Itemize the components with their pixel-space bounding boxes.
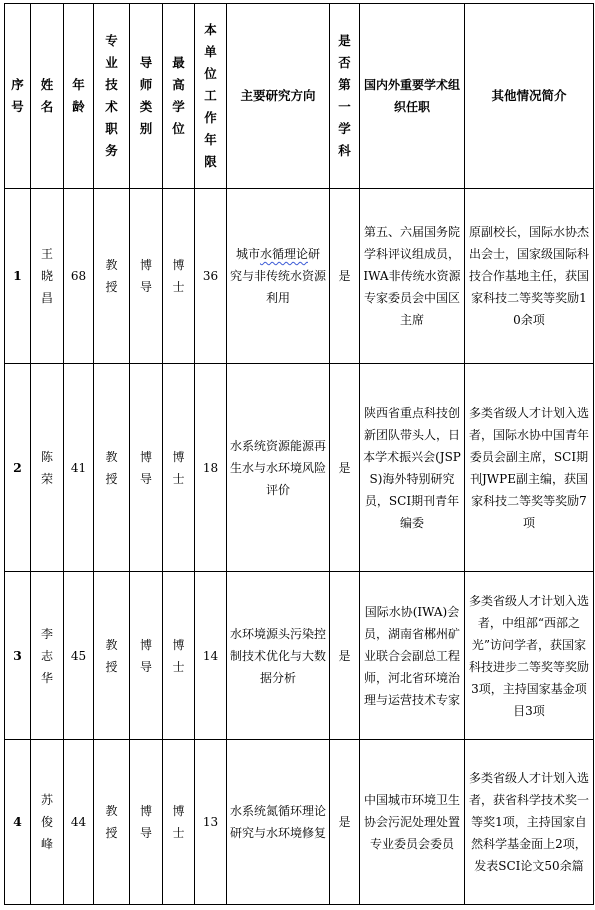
cell-research: 城市水循理论研究与非传统水资源利用	[227, 189, 330, 364]
cell-supervisor: 博导	[130, 364, 163, 572]
header-title: 专业技术职务	[94, 4, 130, 189]
cell-seq: 1	[5, 189, 31, 364]
cell-first-discipline: 是	[330, 740, 360, 905]
cell-name: 陈荣	[31, 364, 64, 572]
header-years: 本单位工作年限	[195, 4, 227, 189]
cell-first-discipline: 是	[330, 572, 360, 740]
cell-orgs: 第五、六届国务院学科评议组成员，IWA非传统水资源专家委员会中国区主席	[360, 189, 465, 364]
cell-supervisor: 博导	[130, 740, 163, 905]
cell-seq: 3	[5, 572, 31, 740]
cell-orgs: 国际水协(IWA)会员，湖南省郴州矿业联合会副总工程师，河北省环境治理与运营技术专家	[360, 572, 465, 740]
cell-years: 13	[195, 740, 227, 905]
cell-other: 原副校长，国际水协杰出会士，国家级国际科技合作基地主任，获国家科技二等奖等奖励10余项	[465, 189, 594, 364]
spellcheck-underline: 水循理论	[259, 247, 308, 261]
faculty-table	[4, 3, 594, 905]
table-row	[5, 364, 594, 572]
header-seq: 序号	[5, 4, 31, 189]
cell-research: 水环境源头污染控制技术优化与大数据分析	[227, 572, 330, 740]
cell-other: 多类省级人才计划入选者，中组部“西部之光”访问学者，获国家科技进步二等奖等奖励3项，主持国家基金项目3项	[465, 572, 594, 740]
cell-supervisor: 博导	[130, 572, 163, 740]
cell-supervisor: 博导	[130, 189, 163, 364]
cell-orgs: 中国城市环境卫生协会污泥处理处置专业委员会委员	[360, 740, 465, 905]
cell-name: 王晓昌	[31, 189, 64, 364]
cell-degree: 博士	[163, 572, 195, 740]
cell-years: 36	[195, 189, 227, 364]
cell-title: 教授	[94, 740, 130, 905]
table-row	[5, 189, 594, 364]
cell-seq: 2	[5, 364, 31, 572]
cell-age: 41	[64, 364, 94, 572]
cell-research: 水系统氮循环理论研究与水环境修复	[227, 740, 330, 905]
header-degree: 最高学位	[163, 4, 195, 189]
table-row	[5, 572, 594, 740]
header-other: 其他情况简介	[465, 4, 594, 189]
header-first-discipline: 是否第一学科	[330, 4, 360, 189]
cell-age: 68	[64, 189, 94, 364]
cell-name: 苏俊峰	[31, 740, 64, 905]
cell-age: 44	[64, 740, 94, 905]
header-supervisor: 导师类别	[130, 4, 163, 189]
cell-degree: 博士	[163, 364, 195, 572]
header-row	[5, 4, 594, 189]
table-row	[5, 740, 594, 905]
cell-years: 18	[195, 364, 227, 572]
cell-degree: 博士	[163, 189, 195, 364]
cell-first-discipline: 是	[330, 189, 360, 364]
cell-orgs: 陕西省重点科技创新团队带头人，日本学术振兴会(JSPS)海外特别研究员，SCI期刊青年编委	[360, 364, 465, 572]
cell-age: 45	[64, 572, 94, 740]
cell-seq: 4	[5, 740, 31, 905]
cell-degree: 博士	[163, 740, 195, 905]
cell-years: 14	[195, 572, 227, 740]
cell-title: 教授	[94, 189, 130, 364]
header-orgs: 国内外重要学术组织任职	[360, 4, 465, 189]
cell-name: 李志华	[31, 572, 64, 740]
cell-title: 教授	[94, 572, 130, 740]
header-age: 年龄	[64, 4, 94, 189]
cell-research: 水系统资源能源再生水与水环境风险评价	[227, 364, 330, 572]
cell-other: 多类省级人才计划入选者，获省科学技术奖一等奖1项，主持国家自然科学基金面上2项，发表SCI论文50余篇	[465, 740, 594, 905]
cell-title: 教授	[94, 364, 130, 572]
header-name: 姓名	[31, 4, 64, 189]
cell-first-discipline: 是	[330, 364, 360, 572]
header-research: 主要研究方向	[227, 4, 330, 189]
cell-other: 多类省级人才计划入选者，国际水协中国青年委员会副主席，SCI期刊JWPE副主编，获国家科技二等奖等奖励7项	[465, 364, 594, 572]
